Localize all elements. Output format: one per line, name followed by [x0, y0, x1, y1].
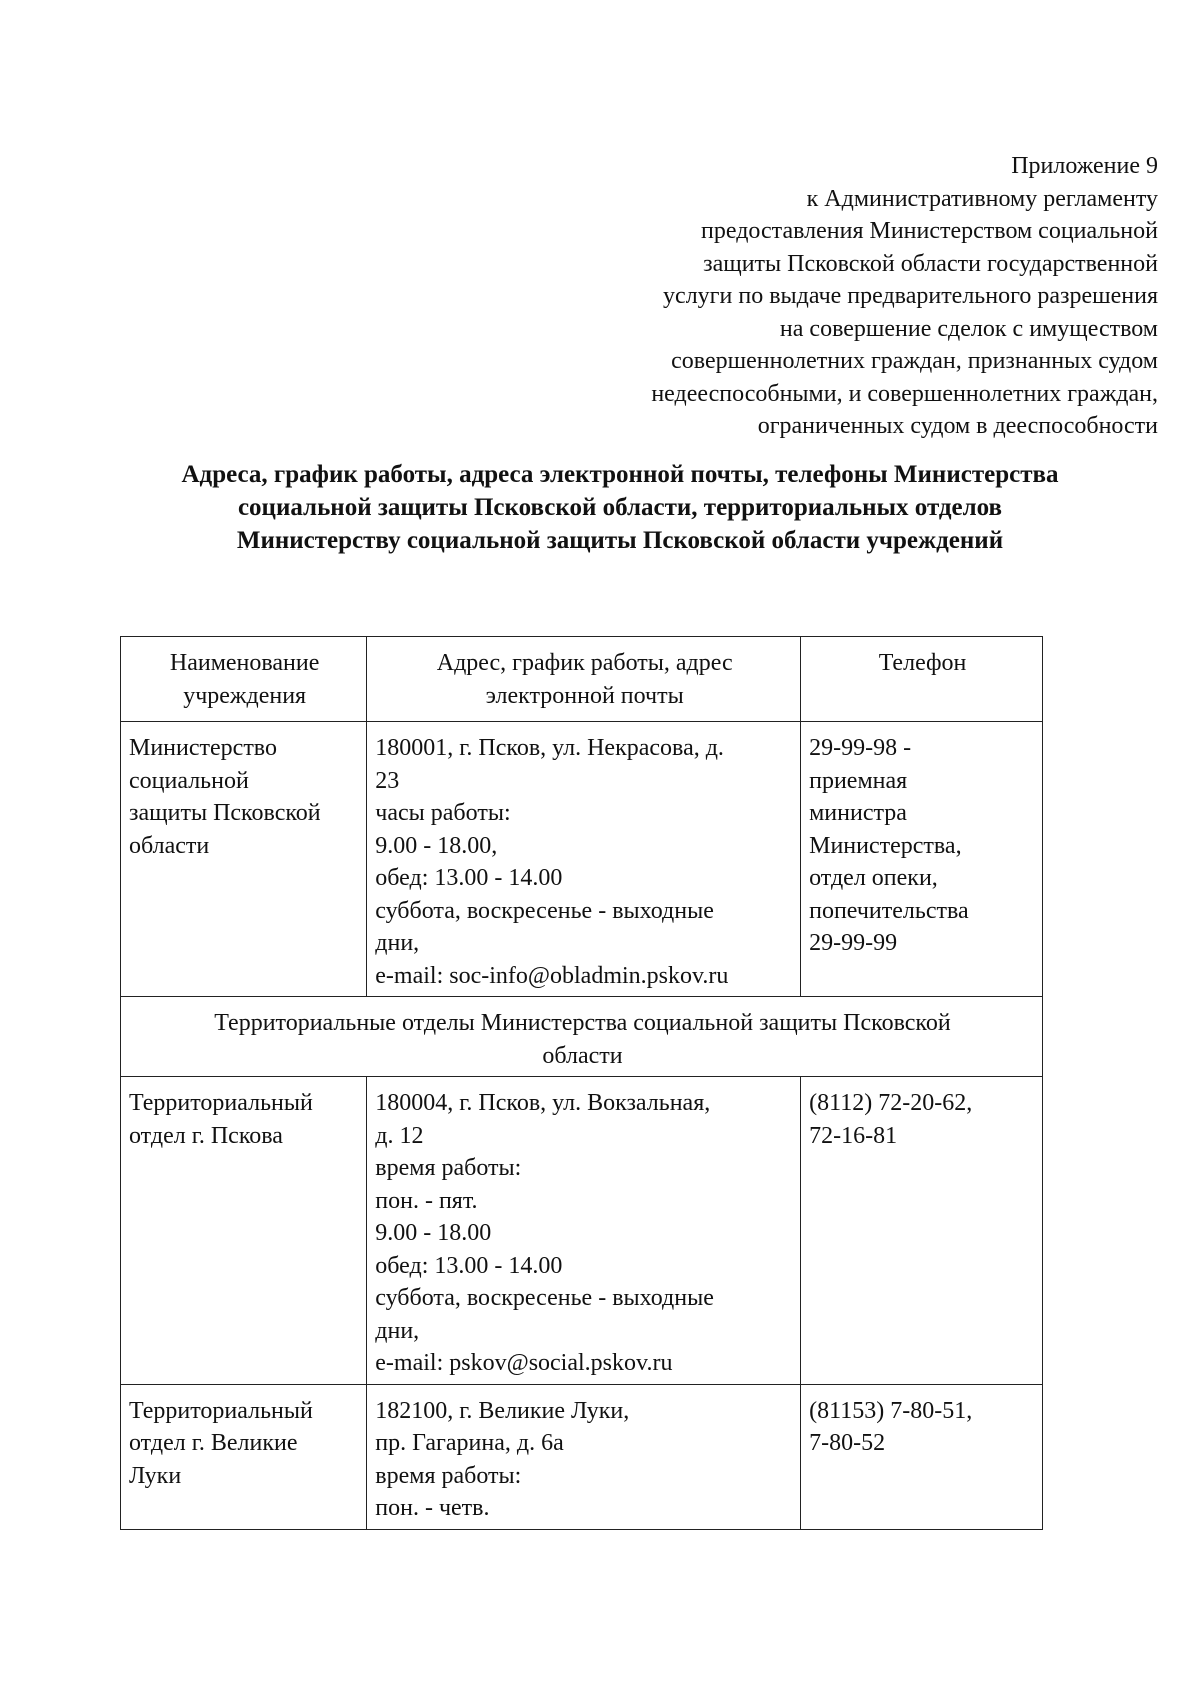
cell-line: министра [809, 800, 907, 826]
cell-line: 72-16-81 [809, 1122, 898, 1149]
cell-line: Территориальный [129, 1397, 313, 1424]
header-text: Телефон [878, 650, 967, 676]
appendix-line: защиты Псковской области государственной [703, 250, 1158, 277]
header-address [367, 637, 801, 722]
appendix-line: к Административному регламенту [806, 185, 1158, 212]
header-phone [801, 637, 1043, 722]
cell-line: дни, [375, 930, 420, 956]
cell-line: суббота, воскресенье - выходные [375, 1285, 714, 1311]
table-row [121, 1077, 1043, 1385]
cell-line: обед: 13.00 - 14.00 [375, 1252, 563, 1279]
document-title [120, 458, 1120, 557]
cell-line: области [542, 1042, 623, 1069]
cell-line: приемная [809, 767, 908, 794]
email-text: e-mail: pskov@social.pskov.ru [375, 1350, 673, 1376]
cell-line: 182100, г. Великие Луки, [375, 1397, 630, 1424]
appendix-line: совершеннолетних граждан, признанных судом [671, 348, 1158, 374]
cell-line: отдел опеки, [809, 865, 938, 891]
institution-name [121, 722, 367, 997]
institution-phone [801, 722, 1043, 997]
cell-line: Луки [129, 1462, 182, 1489]
cell-line: отдел г. Пскова [129, 1122, 283, 1149]
header-text: Адрес, график работы, адрес [436, 650, 733, 676]
cell-line: 29-99-98 - [809, 735, 912, 761]
section-heading [121, 997, 1043, 1077]
cell-line: Министерство [129, 735, 277, 761]
cell-line: Территориальные отделы Министерства социальной защиты Псковской [214, 1010, 951, 1036]
appendix-block [458, 150, 1158, 443]
cell-line: 23 [375, 767, 400, 794]
cell-line: Территориальный [129, 1090, 313, 1116]
cell-line: время работы: [375, 1462, 522, 1489]
institution-address [367, 1384, 801, 1529]
email-text: e-mail: soc-info@obladmin.pskov.ru [375, 962, 729, 989]
cell-line: области [129, 832, 210, 859]
appendix-line: Приложение 9 [1011, 153, 1158, 179]
header-name [121, 637, 367, 722]
header-text: учреждения [183, 682, 307, 709]
table-row [121, 722, 1043, 997]
appendix-line: на совершение сделок с имуществом [779, 315, 1158, 342]
cell-line: пр. Гагарина, д. 6а [375, 1430, 564, 1456]
cell-line: социальной [129, 767, 249, 794]
title-line: Адреса, график работы, адреса электронной почты, телефоны Министерства [181, 461, 1059, 488]
table-row [121, 1384, 1043, 1529]
cell-line: пон. - четв. [375, 1495, 490, 1521]
cell-line: попечительства [809, 897, 969, 924]
cell-line: пон. - пят. [375, 1187, 478, 1214]
title-line: социальной защиты Псковской области, территориальных отделов [237, 494, 1003, 521]
institution-phone [801, 1077, 1043, 1385]
cell-line: суббота, воскресенье - выходные [375, 897, 714, 924]
cell-line: 29-99-99 [809, 930, 898, 956]
cell-line: 180001, г. Псков, ул. Некрасова, д. [375, 735, 724, 761]
header-text: Наименование [169, 650, 320, 676]
cell-line: дни, [375, 1317, 420, 1344]
institution-address [367, 1077, 801, 1385]
cell-line: время работы: [375, 1155, 522, 1181]
appendix-line: услуги по выдаче предварительного разрешения [663, 283, 1158, 309]
header-text: электронной почты [485, 682, 684, 709]
cell-line: 180004, г. Псков, ул. Вокзальная, [375, 1090, 711, 1116]
institutions-table [120, 636, 1043, 1530]
cell-line: защиты Псковской [129, 800, 321, 826]
cell-line: (8112) 72-20-62, [809, 1090, 973, 1116]
table-header-row [121, 637, 1043, 722]
institution-phone [801, 1384, 1043, 1529]
appendix-line: недееспособными, и совершеннолетних граждан, [651, 380, 1158, 407]
appendix-line: предоставления Министерством социальной [701, 218, 1158, 244]
cell-line: 9.00 - 18.00, [375, 832, 498, 859]
appendix-line: ограниченных судом в дееспособности [757, 413, 1158, 439]
cell-line: Министерства, [809, 832, 962, 859]
section-row [121, 997, 1043, 1077]
institution-name [121, 1384, 367, 1529]
cell-line: 7-80-52 [809, 1430, 886, 1456]
cell-line: часы работы: [375, 800, 511, 826]
title-line: Министерству социальной защиты Псковской области учреждений [236, 527, 1004, 554]
institution-address [367, 722, 801, 997]
cell-line: обед: 13.00 - 14.00 [375, 865, 563, 891]
cell-line: (81153) 7-80-51, [809, 1397, 973, 1424]
cell-line: отдел г. Великие [129, 1430, 298, 1456]
institution-name [121, 1077, 367, 1385]
cell-line: 9.00 - 18.00 [375, 1220, 492, 1246]
cell-line: д. 12 [375, 1122, 424, 1149]
